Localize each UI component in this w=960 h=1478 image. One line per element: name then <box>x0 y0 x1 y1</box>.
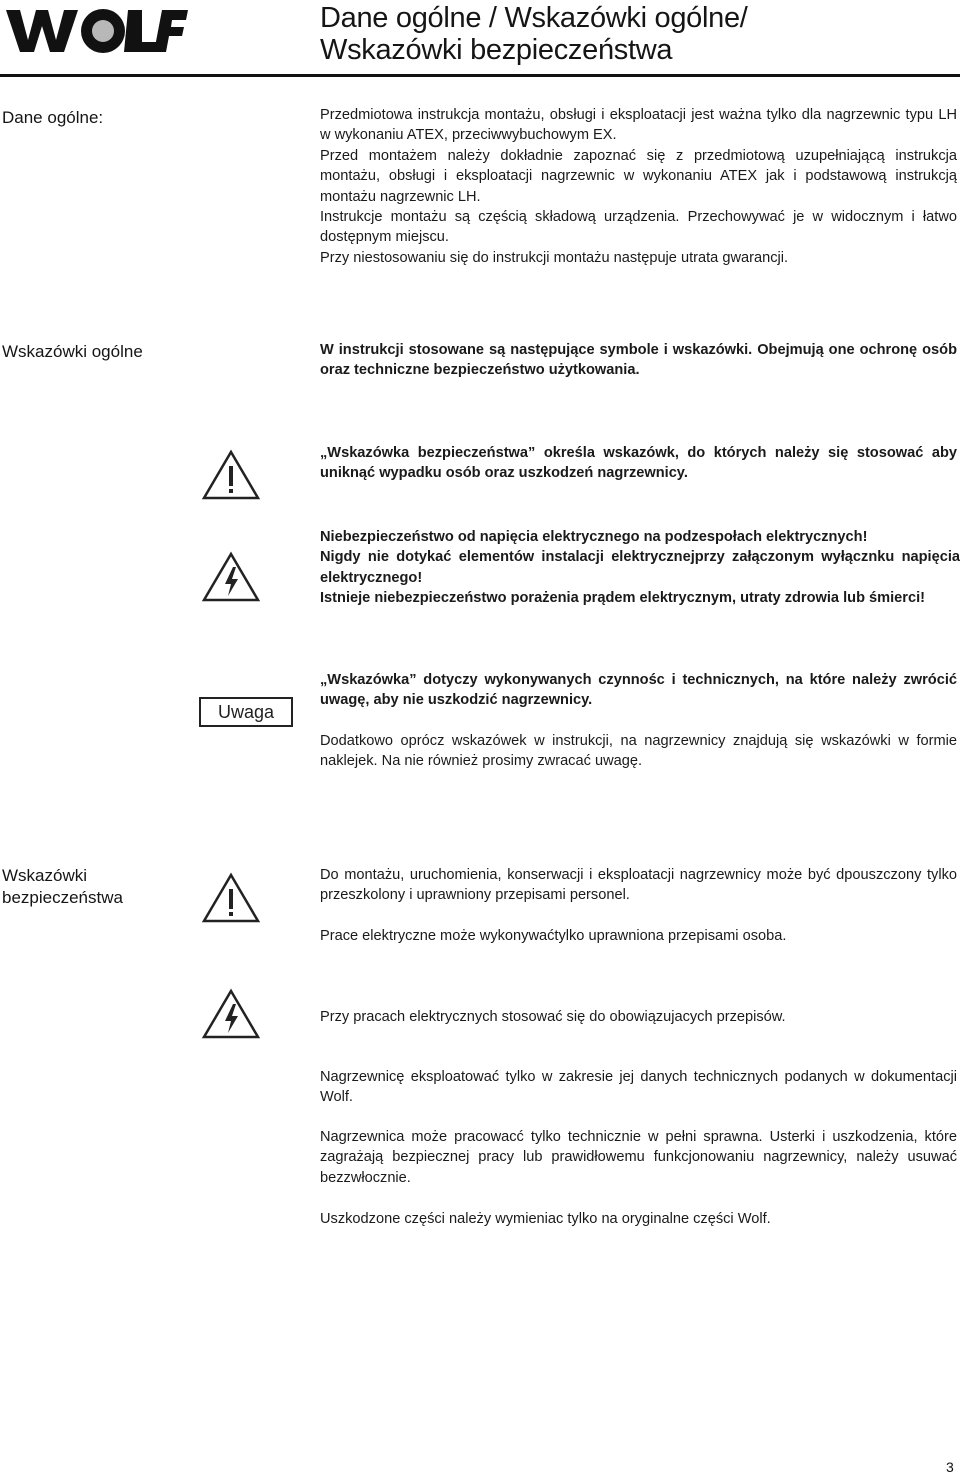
general-notes-label: Wskazówki ogólne <box>2 342 143 361</box>
uwaga-note-description: „Wskazówka” dotyczy wykonywanych czynnośc i technicznych, na które należy zwrócić uwagę, aby nie uszkodzić nagrzewnicy. <box>320 672 957 709</box>
page-title-line1: Dane ogólne / Wskazówki ogólne/ <box>320 2 748 34</box>
general-section-label: Dane ogólne: <box>2 108 104 127</box>
safety-section-label <box>2 865 123 909</box>
electrical-danger-text <box>320 527 960 609</box>
safety-paragraph-condition: Nagrzewnica może pracowacć tylko technicznie w pełni sprawna. Usterki i uszkodzenia, które zagrażają bezpiecznej pracy lub prawidłowemu funkcjonowaniu nagrzewnicy, należy usuwać bezzwłocznie. <box>320 1129 957 1186</box>
high-voltage-icon <box>201 551 261 603</box>
general-notes-intro: W instrukcji stosowane są następujące symbole i wskazówki. Obejmują one ochronę osób oraz techniczne bezpieczeństwo użytkowania. <box>320 342 957 379</box>
page-number: 3 <box>946 1459 954 1475</box>
general-paragraph: Instrukcje montażu są częścią składową urządzenia. Przechowywać je w widocznym i łatwo dostępnym miejscu. <box>320 209 957 246</box>
electrical-danger-line: Nigdy nie dotykać elementów instalacji elektrycznejprzy załączonym wyłącznku napięcia elektrycznego! <box>320 549 960 586</box>
general-paragraph: Przed montażem należy dokładnie zapoznać się z przedmiotową uzupełniającą instrukcja montażu, obsługi i eksploatacji nagrzewnic w wykonaniu ATEX jak i podstawową instrukcją montażu nagrzewnic LH. <box>320 147 957 205</box>
page-title-line2: Wskazówki bezpieczeństwa <box>320 34 673 66</box>
uwaga-badge: Uwaga <box>199 697 293 727</box>
page-title <box>320 2 940 66</box>
high-voltage-icon <box>201 988 261 1040</box>
safety-label-line2: bezpieczeństwa <box>2 888 123 907</box>
general-paragraph: Przy niestosowaniu się do instrukcji montażu następuje utrata gwarancji. <box>320 249 789 266</box>
safety-paragraph-personnel: Do montażu, uruchomienia, konserwacji i eksploatacji nagrzewnicy może być dpouszczony tylko przeszkolony i uprawniony przepisami personel. <box>320 867 957 904</box>
safety-paragraph-electrical-work: Prace elektryczne może wykonywaćtylko uprawniona przepisami osoba. <box>320 928 787 944</box>
safety-note-description: „Wskazówka bezpieczeństwa” określa wskazówk, do których należy się stosować aby uniknąć wypadku osób oraz uszkodzeń nagrzewnicy. <box>320 445 957 482</box>
stickers-note: Dodatkowo oprócz wskazówek w instrukcji, na nagrzewnicy znajdują się wskazówki w formie naklejek. Na nie również prosimy zwracać uwagę. <box>320 733 957 770</box>
wolf-logo <box>6 6 188 56</box>
header-divider <box>0 74 960 77</box>
safety-paragraph-regulations: Przy pracach elektrycznych stosować się do obowiązujacych przepisów. <box>320 1009 786 1025</box>
electrical-danger-line: Niebezpieczeństwo od napięcia elektrycznego na podzespołach elektrycznych! <box>320 529 868 545</box>
warning-triangle-icon <box>201 872 261 924</box>
safety-paragraph-technical-data: Nagrzewnicę eksploatować tylko w zakresie jej danych technicznych podanych w dokumentacji Wolf. <box>320 1069 957 1106</box>
general-paragraph: Przedmiotowa instrukcja montażu, obsługi i eksploatacji jest ważna tylko dla nagrzewnic typu LH w wykonaniu ATEX, przeciwwybuchowym EX. <box>320 107 957 144</box>
general-section-text <box>320 105 957 268</box>
warning-triangle-icon <box>201 449 261 501</box>
electrical-danger-line: Istnieje niebezpieczeństwo porażenia prądem elektrycznym, utraty zdrowia lub śmierci! <box>320 590 926 607</box>
safety-paragraph-spare-parts: Uszkodzone części należy wymieniac tylko na oryginalne części Wolf. <box>320 1211 771 1227</box>
safety-label-line1: Wskazówki <box>2 866 88 885</box>
